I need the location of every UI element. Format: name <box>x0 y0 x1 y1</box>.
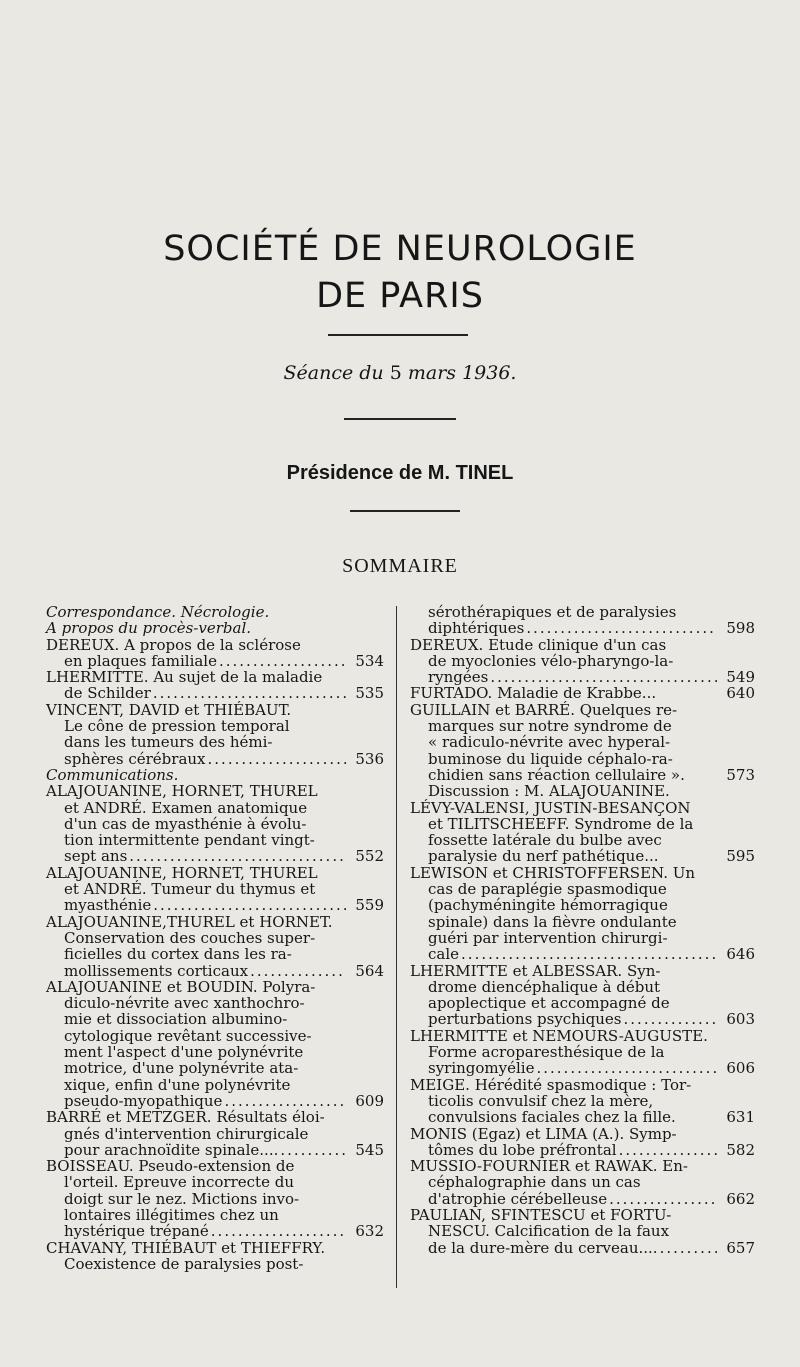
summary-line <box>46 979 384 995</box>
summary-line <box>46 946 384 962</box>
summary-line <box>46 685 384 701</box>
page-number: 545 <box>355 1140 384 1159</box>
summary-line <box>46 800 384 816</box>
summary-line-text: spinale) dans la fièvre ondulante <box>428 912 677 931</box>
summary-line-text: de myoclonies vélo-pharyngo-la- <box>428 651 674 670</box>
leader-dots <box>280 1142 346 1158</box>
summary-line <box>46 718 384 734</box>
summary-line <box>46 1223 384 1239</box>
summary-line <box>410 848 755 864</box>
summary-line <box>410 946 755 962</box>
summary-line-text: Forme acroparesthésique de la <box>428 1043 665 1062</box>
summary-line <box>46 930 384 946</box>
summary-line-text: A propos du procès-verbal. <box>46 619 252 638</box>
summary-line-text: ticolis convulsif chez la mère, <box>428 1091 654 1110</box>
summary-line-text: (pachyméningite hémorragique <box>428 896 668 915</box>
summary-line-text: apoplectique et accompagné de <box>428 994 670 1013</box>
summary-line <box>46 702 384 718</box>
summary-line-text: Correspondance. Nécrologie. <box>46 603 270 621</box>
summary-line <box>410 1028 755 1044</box>
summary-line <box>46 1093 384 1109</box>
summary-line-text: myasthénie <box>64 896 152 915</box>
summary-line <box>46 1240 384 1256</box>
page-number: 657 <box>726 1238 755 1257</box>
summary-line-text: pseudo-myopathique <box>64 1091 223 1110</box>
summary-line <box>410 897 755 913</box>
summary-line <box>410 1174 755 1190</box>
summary-line-text: NESCU. Calcification de la faux <box>428 1222 670 1241</box>
summary-line <box>410 1240 755 1256</box>
session-day: 5 <box>389 362 402 384</box>
summary-line-text: chidien sans réaction cellulaire ». <box>428 765 685 784</box>
summary-line-text: MONIS (Egaz) et LIMA (A.). Symp- <box>410 1124 677 1143</box>
summary-line-text: de la dure-mère du cerveau.... <box>428 1238 658 1257</box>
page-number: 536 <box>355 749 384 768</box>
summary-line-text: Coexistence de paralysies post- <box>64 1254 304 1273</box>
summary-line <box>46 653 384 669</box>
page-number: 564 <box>355 961 384 980</box>
summary-line <box>46 1109 384 1125</box>
summary-line-text: FURTADO. Maladie de Krabbe... <box>410 684 657 703</box>
summary-line-text: et TILITSCHEEFF. Syndrome de la <box>428 814 694 833</box>
summary-line-text: Communications. <box>46 765 179 784</box>
summary-line <box>410 1126 755 1142</box>
summary-line <box>46 1174 384 1190</box>
page-number: 631 <box>726 1108 755 1127</box>
summary-line-text: sérothérapiques et de paralysies <box>428 603 677 621</box>
summary-line-text: ALAJOUANINE et BOUDIN. Polyra- <box>46 977 316 996</box>
summary-line <box>410 1142 755 1158</box>
summary-line-text: CHAVANY, THIÉBAUT et THIEFFRY. <box>46 1238 326 1257</box>
summary-line-text: LHERMITTE. Au sujet de la maladie <box>46 668 323 687</box>
leader-dots <box>526 620 717 636</box>
summary-line <box>46 914 384 930</box>
summary-line-text: Conservation des couches super- <box>64 928 316 947</box>
session-prefix: Séance du <box>283 362 384 384</box>
summary-line <box>46 1011 384 1027</box>
summary-line <box>410 995 755 1011</box>
summary-line <box>46 1044 384 1060</box>
summary-line-text: diphtériques <box>428 619 525 638</box>
summary-line-text: BOISSEAU. Pseudo-extension de <box>46 1157 295 1176</box>
summary-line-text: gnés d'intervention chirurgicale <box>64 1124 309 1143</box>
page-number: 646 <box>726 945 755 964</box>
session-divider <box>344 418 456 420</box>
summary-line <box>410 832 755 848</box>
summary-line-text: PAULIAN, SFINTESCU et FORTU- <box>410 1205 672 1224</box>
summary-line-text: Discussion : M. ALAJOUANINE. <box>428 782 670 801</box>
summary-line <box>410 881 755 897</box>
page-number: 549 <box>726 668 755 687</box>
summary-line <box>410 1207 755 1223</box>
leader-dots <box>490 669 717 685</box>
summary-line-text: LHERMITTE et ALBESSAR. Syn- <box>410 961 661 980</box>
summary-line-text: DEREUX. Etude clinique d'un cas <box>410 635 667 654</box>
leader-dots <box>660 1240 717 1256</box>
journal-title-line-2: DE PARIS <box>316 276 484 316</box>
session-month: mars <box>407 362 457 384</box>
summary-line-text: LHERMITTE et NEMOURS-AUGUSTE. <box>410 1026 708 1045</box>
title-divider <box>328 334 468 336</box>
summary-line <box>410 783 755 799</box>
summary-line <box>410 1109 755 1125</box>
summary-line <box>46 669 384 685</box>
summary-line-text: motrice, d'une polynévrite ata- <box>64 1059 299 1078</box>
summary-line-text: MEIGE. Hérédité spasmodique : Tor- <box>410 1075 692 1094</box>
summary-line <box>46 963 384 979</box>
summary-line <box>46 848 384 864</box>
summary-line <box>46 881 384 897</box>
summary-line <box>410 604 755 620</box>
page-number: 662 <box>726 1189 755 1208</box>
page-number: 582 <box>726 1140 755 1159</box>
summary-line-text: de Schilder <box>64 684 151 703</box>
summary-line <box>46 1060 384 1076</box>
presidency-line: Présidence de M. TINEL <box>286 462 514 484</box>
summary-line <box>46 637 384 653</box>
summary-line-text: cytologique revêtant successive- <box>64 1026 312 1045</box>
summary-line <box>46 767 384 783</box>
summary-line-text: ALAJOUANINE,THUREL et HORNET. <box>46 912 333 931</box>
column-divider <box>396 606 397 1288</box>
page-number: 632 <box>355 1222 384 1241</box>
summary-line-text: l'orteil. Epreuve incorrecte du <box>64 1173 294 1192</box>
summary-line <box>46 783 384 799</box>
summary-line-text: buminose du liquide céphalo-ra- <box>428 749 673 768</box>
summary-line <box>46 734 384 750</box>
page-number: 559 <box>355 896 384 915</box>
summary-line-text: dans les tumeurs des hémi- <box>64 733 273 752</box>
page-number: 535 <box>355 684 384 703</box>
summary-line <box>410 767 755 783</box>
leader-dots <box>211 1223 346 1239</box>
summary-line-text: perturbations psychiques <box>428 1010 622 1029</box>
summary-line <box>46 865 384 881</box>
summary-line <box>46 897 384 913</box>
leader-dots <box>461 946 717 962</box>
summary-heading: SOMMAIRE <box>342 555 458 577</box>
summary-line-text: VINCENT, DAVID et THIÉBAUT. <box>46 700 292 719</box>
summary-line-text: ficielles du cortex dans les ra- <box>64 945 292 964</box>
summary-line <box>46 1028 384 1044</box>
summary-line-text: paralysie du nerf pathétique... <box>428 847 659 866</box>
summary-line-text: diculo-névrite avec xanthochro- <box>64 994 305 1013</box>
summary-line <box>46 1158 384 1174</box>
summary-line <box>46 1207 384 1223</box>
summary-line <box>410 620 755 636</box>
summary-line <box>46 1191 384 1207</box>
summary-line <box>410 979 755 995</box>
summary-line-text: sphères cérébraux <box>64 749 206 768</box>
summary-line-text: et ANDRÉ. Tumeur du thymus et <box>64 880 316 899</box>
page-number: 606 <box>726 1059 755 1078</box>
summary-line <box>410 1158 755 1174</box>
summary-line-text: DEREUX. A propos de la sclérose <box>46 635 301 654</box>
summary-line <box>410 1060 755 1076</box>
summary-line-text: drome diencéphalique à début <box>428 977 661 996</box>
summary-line <box>46 1126 384 1142</box>
leader-dots <box>250 963 346 979</box>
journal-title-line-1: SOCIÉTÉ DE NEUROLOGIE <box>163 229 637 269</box>
summary-line <box>410 1011 755 1027</box>
summary-line <box>46 816 384 832</box>
summary-line <box>410 1093 755 1109</box>
page-number: 598 <box>726 619 755 638</box>
summary-line <box>410 930 755 946</box>
summary-line-text: LÉVY-VALENSI, JUSTIN-BESANÇON <box>410 798 691 817</box>
leader-dots <box>129 848 346 864</box>
summary-right-column <box>410 604 755 1256</box>
leader-dots <box>153 897 346 913</box>
summary-line <box>46 751 384 767</box>
summary-line-text: doigt sur le nez. Mictions invo- <box>64 1189 300 1208</box>
summary-line-text: hystérique trépané <box>64 1222 209 1241</box>
summary-line-text: cale <box>428 945 460 964</box>
leader-dots <box>536 1060 717 1076</box>
summary-line-text: ALAJOUANINE, HORNET, THUREL <box>46 782 318 801</box>
summary-line <box>410 653 755 669</box>
summary-line-text: d'atrophie cérébelleuse <box>428 1189 608 1208</box>
summary-line-text: MUSSIO-FOURNIER et RAWAK. En- <box>410 1157 688 1176</box>
summary-line <box>410 702 755 718</box>
summary-line <box>410 914 755 930</box>
page-number: 603 <box>726 1010 755 1029</box>
summary-line <box>410 1044 755 1060</box>
summary-line <box>410 1223 755 1239</box>
summary-line-text: cas de paraplégie spasmodique <box>428 880 667 899</box>
leader-dots <box>153 685 346 701</box>
summary-line <box>410 685 755 701</box>
summary-line <box>46 1256 384 1272</box>
page-number: 640 <box>726 684 755 703</box>
summary-line-text: marques sur notre syndrome de <box>428 717 672 736</box>
summary-line <box>410 1191 755 1207</box>
summary-line-text: tion intermittente pendant vingt- <box>64 831 315 850</box>
leader-dots <box>619 1142 717 1158</box>
summary-line-text: Le cône de pression temporal <box>64 717 290 736</box>
summary-line <box>410 816 755 832</box>
page-number: 552 <box>355 847 384 866</box>
page-number: 573 <box>726 765 755 784</box>
summary-line-text: guéri par intervention chirurgi- <box>428 928 668 947</box>
summary-line-text: tômes du lobe préfrontal <box>428 1140 617 1159</box>
summary-line <box>410 800 755 816</box>
summary-line-text: fossette latérale du bulbe avec <box>428 831 662 850</box>
summary-line <box>410 718 755 734</box>
summary-line-text: en plaques familiale <box>64 651 217 670</box>
summary-line <box>410 751 755 767</box>
summary-line-text: ALAJOUANINE, HORNET, THUREL <box>46 863 318 882</box>
leader-dots <box>208 751 346 767</box>
summary-line-text: « radiculo-névrite avec hyperal- <box>428 733 671 752</box>
summary-line-text: mie et dissociation albumino- <box>64 1010 288 1029</box>
summary-line-text: mollissements corticaux <box>64 961 249 980</box>
summary-line-text: d'un cas de myasthénie à évolu- <box>64 814 307 833</box>
summary-line-text: convulsions faciales chez la fille. <box>428 1108 676 1127</box>
page-number: 534 <box>355 651 384 670</box>
leader-dots <box>224 1093 346 1109</box>
summary-line <box>410 669 755 685</box>
summary-line-text: sept ans <box>64 847 128 866</box>
summary-left-column <box>46 604 384 1272</box>
summary-line-text: céphalographie dans un cas <box>428 1173 641 1192</box>
summary-line <box>46 620 384 636</box>
summary-line <box>410 963 755 979</box>
summary-line <box>46 604 384 620</box>
leader-dots <box>624 1011 717 1027</box>
summary-line <box>410 637 755 653</box>
summary-line-text: et ANDRÉ. Examen anatomique <box>64 798 308 817</box>
summary-line <box>46 1077 384 1093</box>
summary-line <box>46 832 384 848</box>
summary-line <box>410 734 755 750</box>
summary-line <box>46 1142 384 1158</box>
presidency-divider <box>350 510 460 512</box>
summary-line-text: syringomyélie <box>428 1059 535 1078</box>
leader-dots <box>219 653 346 669</box>
summary-line-text: LEWISON et CHRISTOFFERSEN. Un <box>410 863 696 882</box>
page-number: 595 <box>726 847 755 866</box>
summary-line-text: GUILLAIN et BARRÉ. Quelques re- <box>410 700 678 719</box>
session-year: 1936. <box>462 362 517 384</box>
summary-line-text: xique, enfin d'une polynévrite <box>64 1075 291 1094</box>
session-date <box>0 364 800 383</box>
summary-line-text: BARRÉ et METZGER. Résultats éloi- <box>46 1108 325 1127</box>
summary-line <box>410 865 755 881</box>
summary-line <box>410 1077 755 1093</box>
leader-dots <box>609 1191 717 1207</box>
summary-line-text: ryngées <box>428 668 489 687</box>
summary-line-text: lontaires illégitimes chez un <box>64 1205 279 1224</box>
summary-line-text: pour arachnoïdite spinale.... <box>64 1140 279 1159</box>
summary-line-text: ment l'aspect d'une polynévrite <box>64 1043 304 1062</box>
summary-line <box>46 995 384 1011</box>
page-number: 609 <box>355 1091 384 1110</box>
